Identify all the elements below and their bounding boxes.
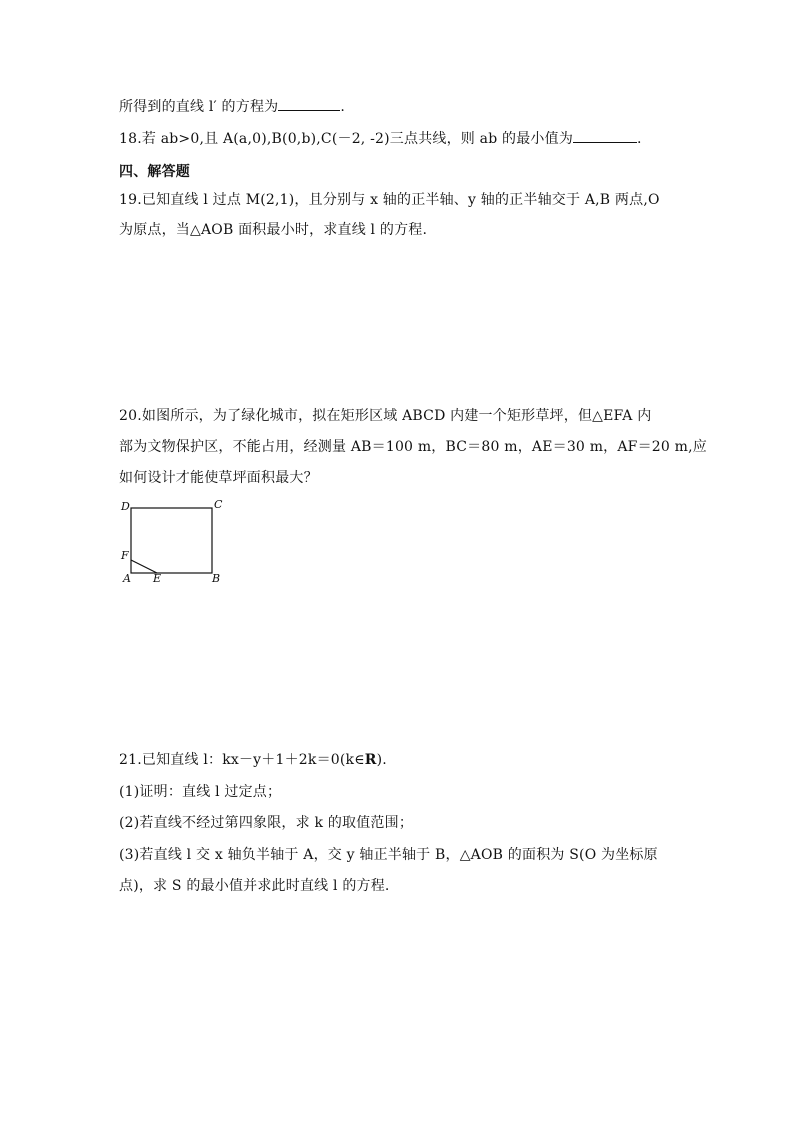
q20-line-3: 如何设计才能使草坪面积最大？ — [119, 470, 318, 486]
q19-line-1: 19.已知直线 l 过点 M(2,1)，且分别与 x 轴的正半轴、y 轴的正半轴交于 A,B 两点,O — [119, 192, 660, 208]
q21-real-set-symbol: R — [364, 752, 377, 768]
label-c: C — [214, 498, 223, 511]
q17-tail-text: 所得到的直线 l′ 的方程为 — [119, 99, 279, 115]
q17-period: . — [340, 99, 346, 115]
q17-tail-line — [119, 96, 345, 117]
q21-part-1: (1)证明：直线 l 过定点； — [119, 784, 282, 800]
q18-period: . — [637, 131, 642, 147]
q19-line-2: 为原点，当△AOB 面积最小时，求直线 l 的方程. — [119, 222, 428, 238]
label-a: A — [123, 572, 131, 585]
q18-line — [119, 128, 642, 149]
label-f: F — [121, 549, 129, 562]
q21-stem-text: 21.已知直线 l：kx－y＋1＋2k＝0(k∈ — [119, 752, 365, 768]
rectangle-abcd — [131, 508, 212, 573]
label-b: B — [212, 572, 221, 585]
q20-line-1: 20.如图所示，为了绿化城市，拟在矩形区域 ABCD 内建一个矩形草坪，但△EFA 内 — [119, 408, 652, 424]
q18-text: 18.若 ab>0,且 A(a,0),B(0,b),C(－2, -2)三点共线，则 ab 的最小值为 — [119, 131, 574, 147]
answer-blank-q17[interactable] — [278, 96, 340, 111]
answer-blank-q18[interactable] — [573, 128, 637, 143]
q21-line-1 — [119, 750, 387, 770]
q21-part-3-line-2: 点)，求 S 的最小值并求此时直线 l 的方程. — [119, 878, 390, 894]
q20-line-2: 部为文物保护区，不能占用，经测量 AB＝100 m，BC＝80 m，AE＝30 m，AF＝20 m,应 — [119, 439, 707, 455]
label-e: E — [153, 572, 162, 585]
q21-stem-end: ). — [376, 752, 387, 768]
q20-rectangle-figure — [112, 494, 232, 586]
label-d: D — [121, 500, 130, 513]
q21-part-2: (2)若直线不经过第四象限，求 k 的取值范围； — [119, 815, 414, 831]
q21-part-3-line-1: (3)若直线 l 交 x 轴负半轴于 A，交 y 轴正半轴于 B，△AOB 的面积为 S(O 为坐标原 — [119, 847, 658, 863]
section-heading: 四、解答题 — [119, 164, 190, 180]
